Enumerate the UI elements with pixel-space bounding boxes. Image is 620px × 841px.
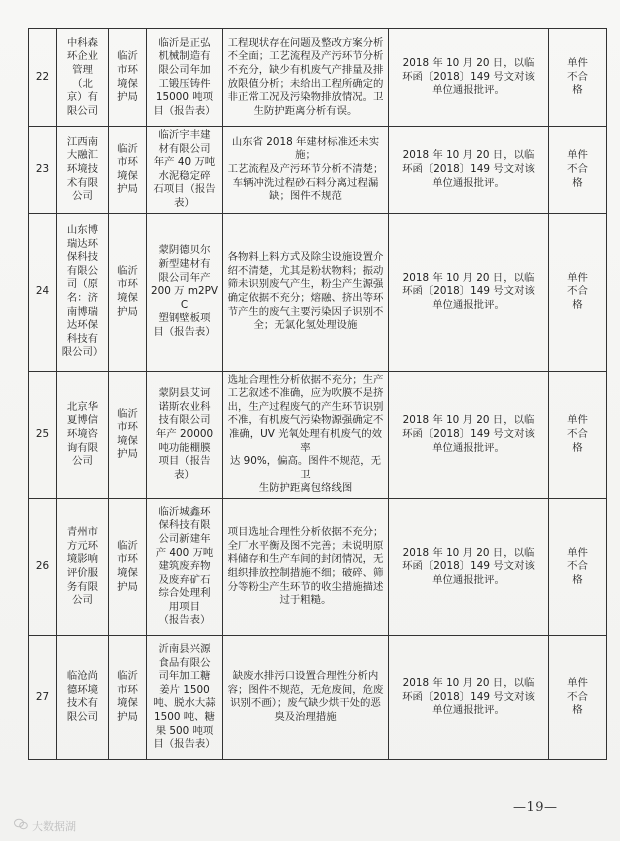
row-number: 23	[29, 127, 57, 214]
page-number: —19—	[513, 800, 558, 815]
verdict-cell: 单件 不合 格	[549, 127, 607, 214]
verdict-cell: 单件 不合 格	[549, 635, 607, 759]
unit-cell: 临沧尚 德环境 技术有 限公司	[57, 635, 109, 759]
row-number: 24	[29, 213, 57, 371]
watermark-text: 大数据湖	[32, 820, 76, 833]
department-cell: 临沂 市环 境保 护局	[109, 29, 147, 127]
unit-cell: 北京华 夏博信 环境咨 询有限 公司	[57, 371, 109, 498]
result-cell: 2018 年 10 月 20 日，以临 环函〔2018〕149 号文对该 单位通报批评。	[389, 127, 549, 214]
department-cell: 临沂 市环 境保 护局	[109, 498, 147, 635]
department-cell: 临沂 市环 境保 护局	[109, 635, 147, 759]
department-cell: 临沂 市环 境保 护局	[109, 213, 147, 371]
verdict-cell: 单件 不合 格	[549, 29, 607, 127]
department-cell: 临沂 市环 境保 护局	[109, 127, 147, 214]
row-number: 25	[29, 371, 57, 498]
row-number: 27	[29, 635, 57, 759]
table-row	[29, 29, 607, 127]
verdict-cell: 单件 不合 格	[549, 213, 607, 371]
result-cell: 2018 年 10 月 20 日，以临 环函〔2018〕149 号文对该 单位通报批评。	[389, 635, 549, 759]
row-number: 26	[29, 498, 57, 635]
result-cell: 2018 年 10 月 20 日，以临 环函〔2018〕149 号文对该 单位通报批评。	[389, 29, 549, 127]
project-cell: 蒙阴德贝尔 新型建材有 限公司年产 200 万 m2PVC 塑钢壁板项 目（报告表）	[147, 213, 223, 371]
unit-cell: 中科森 环企业 管理 （北 京）有 限公司	[57, 29, 109, 127]
row-number: 22	[29, 29, 57, 127]
table-row	[29, 127, 607, 214]
department-cell: 临沂 市环 境保 护局	[109, 371, 147, 498]
issues-cell: 各物料上料方式及除尘设施设置介 绍不清楚，尤其是粉状物料；振动 筛未识别废气产生，粉尘产生源强 确定依据不充分；熔融、挤出等环 节产生的废气主要污染因子识别不 全；无氯化氢处理设施	[223, 213, 389, 371]
issues-cell: 选址合理性分析依据不充分；生产 工艺叙述不准确，应为吹膜不是挤 出，生产过程废气的产生环节识别 不准，有机废气污染物源强确定不 准确，UV 光氧处理有机废气的效率 达 90%，偏高。图件不规范，无卫 生防护距离包络线图	[223, 371, 389, 498]
table-row	[29, 635, 607, 759]
unit-cell: 青州市 方元环 境影响 评价服 务有限 公司	[57, 498, 109, 635]
table-row	[29, 498, 607, 635]
result-cell: 2018 年 10 月 20 日，以临 环函〔2018〕149 号文对该 单位通报批评。	[389, 213, 549, 371]
project-cell: 临沂是正弘 机械制造有 限公司年加 工锻压铸件 15000 吨项 目（报告表）	[147, 29, 223, 127]
unit-cell: 山东博 瑞达环 保科技 有限公 司（原 名：济 南博瑞 达环保 科技有 限公司）	[57, 213, 109, 371]
unit-cell: 江西南 大融汇 环境技 术有限 公司	[57, 127, 109, 214]
wechat-logo-icon	[14, 818, 28, 833]
table-row	[29, 213, 607, 371]
issues-cell: 工程现状存在问题及整改方案分析 不全面；工艺流程及产污环节分析 不充分，缺少有机废气产排量及排 放限值分析；未给出工程所确定的 非正常工况及污染物排放情况。卫 生防护距离分析有误。	[223, 29, 389, 127]
verdict-cell: 单件 不合 格	[549, 371, 607, 498]
issues-cell: 缺废水排污口设置合理性分析内 容；图件不规范，无危废间，危废 识别不画）；废气缺少烘干处的恶 臭及治理措施	[223, 635, 389, 759]
project-cell: 沂南县兴源 食品有限公 司年加工糖 姜片 1500 吨、脱水大蒜 1500 吨、糖 果 500 吨项 目（报告表）	[147, 635, 223, 759]
watermark	[14, 818, 76, 834]
project-cell: 临沂城鑫环 保科技有限 公司新建年 产 400 万吨 建筑废弃物 及废弃矿石 综合处理利 用项目 （报告表）	[147, 498, 223, 635]
result-cell: 2018 年 10 月 20 日，以临 环函〔2018〕149 号文对该 单位通报批评。	[389, 371, 549, 498]
issues-cell: 山东省 2018 年建材标准还未实施； 工艺流程及产污环节分析不清楚； 车辆冲洗过程砂石料分离过程漏 缺；图件不规范	[223, 127, 389, 214]
result-cell: 2018 年 10 月 20 日，以临 环函〔2018〕149 号文对该 单位通报批评。	[389, 498, 549, 635]
project-cell: 临沂宇丰建 材有限公司 年产 40 万吨 水泥稳定碎 石项目（报告 表）	[147, 127, 223, 214]
verdict-cell: 单件 不合 格	[549, 498, 607, 635]
table-row	[29, 371, 607, 498]
issues-cell: 项目选址合理性分析依据不充分； 全厂水平衡及图不完善；未说明原 料储存和生产车间的封闭情况，无 组织排放控制措施不细；破碎、筛 分等粉尘产生环节的收尘措施描述 过于粗糙。	[223, 498, 389, 635]
report-table	[28, 28, 607, 760]
project-cell: 蒙阴县艾诃 诺斯农业科 技有限公司 年产 20000 吨功能棚膜 项目（报告 表）	[147, 371, 223, 498]
